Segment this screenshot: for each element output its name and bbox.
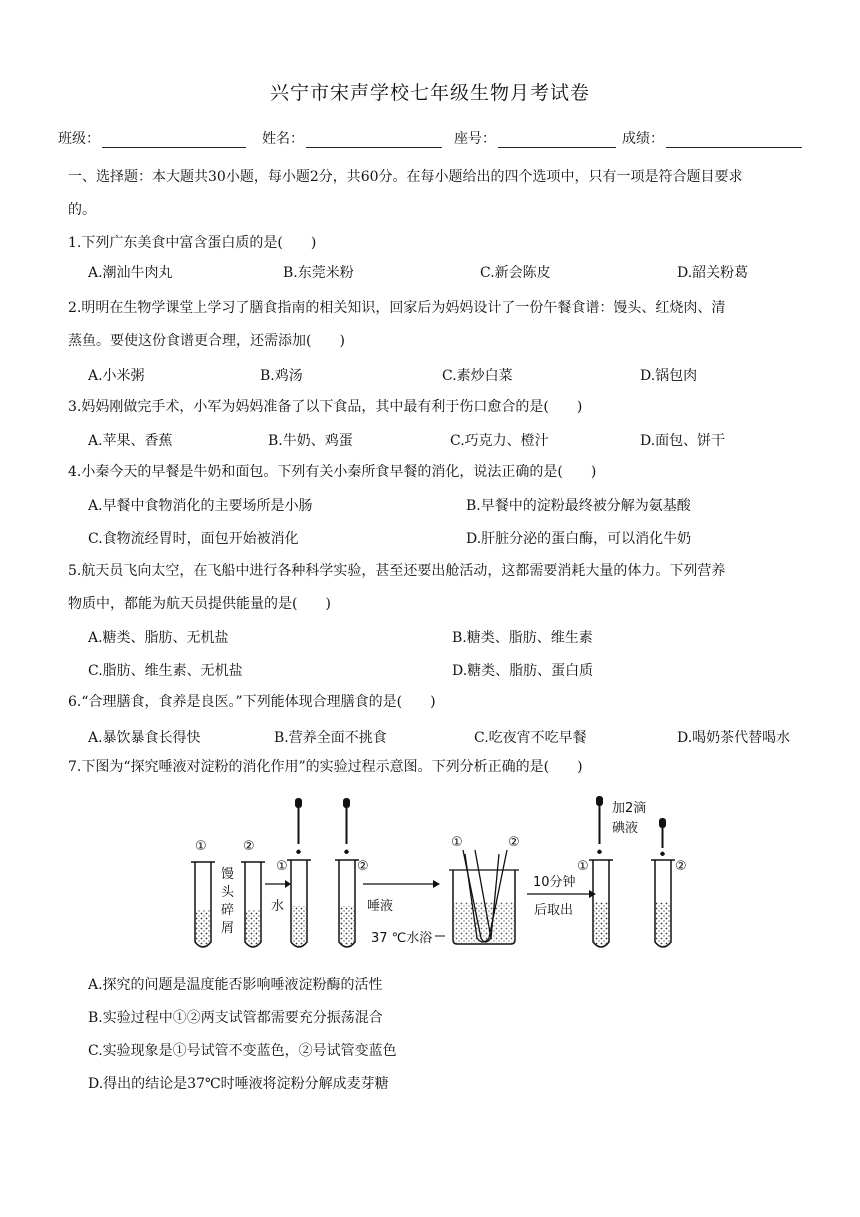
question-6-stem: 6.“合理膳食，食养是良医。”下列能体现合理膳食的是( ) xyxy=(68,694,436,710)
name-blank[interactable] xyxy=(306,131,442,148)
arrow-saliva xyxy=(363,880,440,914)
time-label: 10分钟 xyxy=(533,875,576,890)
svg-text:②: ② xyxy=(508,835,520,850)
test-tube-2-saliva xyxy=(335,798,369,947)
q6-option-a[interactable]: A.暴饮暴食长得快 xyxy=(88,730,201,746)
question-5-stem-line2: 物质中，都能为航天员提供能量的是( ) xyxy=(68,596,331,612)
q3-option-a[interactable]: A.苹果、香蕉 xyxy=(88,433,173,449)
svg-text:馒: 馒 xyxy=(221,867,235,882)
takeout-label: 后取出 xyxy=(534,903,574,918)
seat-field[interactable] xyxy=(454,128,616,148)
question-3-stem: 3.妈妈刚做完手术，小军为妈妈准备了以下食品，其中最有利于伤口愈合的是( ) xyxy=(68,399,583,415)
water-label: 水 xyxy=(271,899,285,914)
seat-blank[interactable] xyxy=(498,131,616,148)
question-1-stem: 1.下列广东美食中富含蛋白质的是( ) xyxy=(68,235,317,251)
svg-text:碎: 碎 xyxy=(221,903,235,918)
iodine-label xyxy=(612,800,646,836)
q7-option-d[interactable]: D.得出的结论是37℃时唾液将淀粉分解成麦芽糖 xyxy=(88,1076,389,1092)
q7-option-c[interactable]: C.实验现象是①号试管不变蓝色，②号试管变蓝色 xyxy=(88,1043,397,1059)
class-blank[interactable] xyxy=(102,131,246,148)
seat-label: 座号： xyxy=(454,131,496,147)
svg-text:①: ① xyxy=(451,835,463,850)
class-label: 班级： xyxy=(58,131,100,147)
test-tube-1-water xyxy=(276,798,311,947)
svg-text:①: ① xyxy=(577,859,589,874)
q4-option-c[interactable]: C.食物流经胃时，面包开始被消化 xyxy=(88,531,299,547)
q1-option-b[interactable]: B.东莞米粉 xyxy=(283,265,354,281)
q2-option-b[interactable]: B.鸡汤 xyxy=(260,368,303,384)
score-label: 成绩： xyxy=(622,131,664,147)
q1-option-a[interactable]: A.潮汕牛肉丸 xyxy=(88,265,173,281)
q3-option-b[interactable]: B.牛奶、鸡蛋 xyxy=(268,433,353,449)
svg-text:屑: 屑 xyxy=(221,921,235,936)
class-field[interactable] xyxy=(58,128,246,148)
q6-option-b[interactable]: B.营养全面不挑食 xyxy=(274,730,387,746)
question-7-stem: 7.下图为“探究唾液对淀粉的消化作用”的实验过程示意图。下列分析正确的是( ) xyxy=(68,759,583,775)
section-header-line1: 一、选择题：本大题共30小题，每小题2分，共60分。在每小题给出的四个选项中，只有一项是符合题目要求 xyxy=(68,169,743,185)
question-2-stem-line2: 蒸鱼。要使这份食谱更合理，还需添加( ) xyxy=(68,333,345,349)
svg-text:②: ② xyxy=(357,859,369,874)
q4-option-a[interactable]: A.早餐中食物消化的主要场所是小肠 xyxy=(88,498,313,514)
q2-option-d[interactable]: D.锅包肉 xyxy=(640,368,698,384)
name-field[interactable] xyxy=(262,128,442,148)
q1-option-d[interactable]: D.韶关粉葛 xyxy=(677,265,749,281)
q5-option-b[interactable]: B.糖类、脂肪、维生素 xyxy=(452,630,593,646)
experiment-diagram xyxy=(185,792,705,954)
svg-text:加2滴: 加2滴 xyxy=(612,801,647,816)
test-tube-1-initial xyxy=(191,839,215,947)
q3-option-d[interactable]: D.面包、饼干 xyxy=(640,433,726,449)
svg-text:②: ② xyxy=(675,859,687,874)
saliva-label: 唾液 xyxy=(367,899,394,914)
section-header-line2: 的。 xyxy=(68,202,96,218)
tube-2-label: ② xyxy=(243,839,255,854)
arrow-water xyxy=(265,880,291,914)
q5-option-c[interactable]: C.脂肪、维生素、无机盐 xyxy=(88,663,243,679)
question-2-stem-line1: 2.明明在生物学课堂上学习了膳食指南的相关知识，回家后为妈妈设计了一份午餐食谱：馒头、红烧肉、清 xyxy=(68,300,726,316)
q4-option-d[interactable]: D.肝脏分泌的蛋白酶，可以消化牛奶 xyxy=(466,531,692,547)
q1-option-c[interactable]: C.新会陈皮 xyxy=(480,265,551,281)
tube-1-label: ① xyxy=(195,839,207,854)
student-info-line xyxy=(58,128,802,150)
svg-text:碘液: 碘液 xyxy=(612,821,639,836)
crumbs-label xyxy=(221,866,235,936)
water-bath-label: 37 ℃水浴 xyxy=(371,931,433,946)
test-tube-2-final xyxy=(651,818,687,947)
q6-option-d[interactable]: D.喝奶茶代替喝水 xyxy=(677,730,791,746)
question-5-stem-line1: 5.航天员飞向太空，在飞船中进行各种科学实验，甚至还要出舱活动，这都需要消耗大量的体力。下列营养 xyxy=(68,563,726,579)
exam-title: 兴宁市宋声学校七年级生物月考试卷 xyxy=(269,82,590,104)
name-label: 姓名： xyxy=(262,131,304,147)
water-bath-beaker xyxy=(371,835,520,946)
q7-option-a[interactable]: A.探究的问题是温度能否影响唾液淀粉酶的活性 xyxy=(88,977,383,993)
test-tube-1-final xyxy=(577,796,613,947)
question-4-stem: 4.小秦今天的早餐是牛奶和面包。下列有关小秦所食早餐的消化，说法正确的是( ) xyxy=(68,464,597,480)
q7-option-b[interactable]: B.实验过程中①②两支试管都需要充分振荡混合 xyxy=(88,1010,383,1026)
score-field[interactable] xyxy=(622,128,802,148)
svg-text:头: 头 xyxy=(221,885,235,900)
q2-option-a[interactable]: A.小米粥 xyxy=(88,368,145,384)
arrow-10-minutes xyxy=(527,875,596,918)
q5-option-a[interactable]: A.糖类、脂肪、无机盐 xyxy=(88,630,229,646)
q5-option-d[interactable]: D.糖类、脂肪、蛋白质 xyxy=(452,663,594,679)
q2-option-c[interactable]: C.素炒白菜 xyxy=(442,368,513,384)
q4-option-b[interactable]: B.早餐中的淀粉最终被分解为氨基酸 xyxy=(466,498,691,514)
q6-option-c[interactable]: C.吃夜宵不吃早餐 xyxy=(474,730,587,746)
svg-text:①: ① xyxy=(276,859,288,874)
q3-option-c[interactable]: C.巧克力、橙汁 xyxy=(450,433,549,449)
test-tube-2-initial xyxy=(241,839,265,947)
score-blank[interactable] xyxy=(666,131,802,148)
